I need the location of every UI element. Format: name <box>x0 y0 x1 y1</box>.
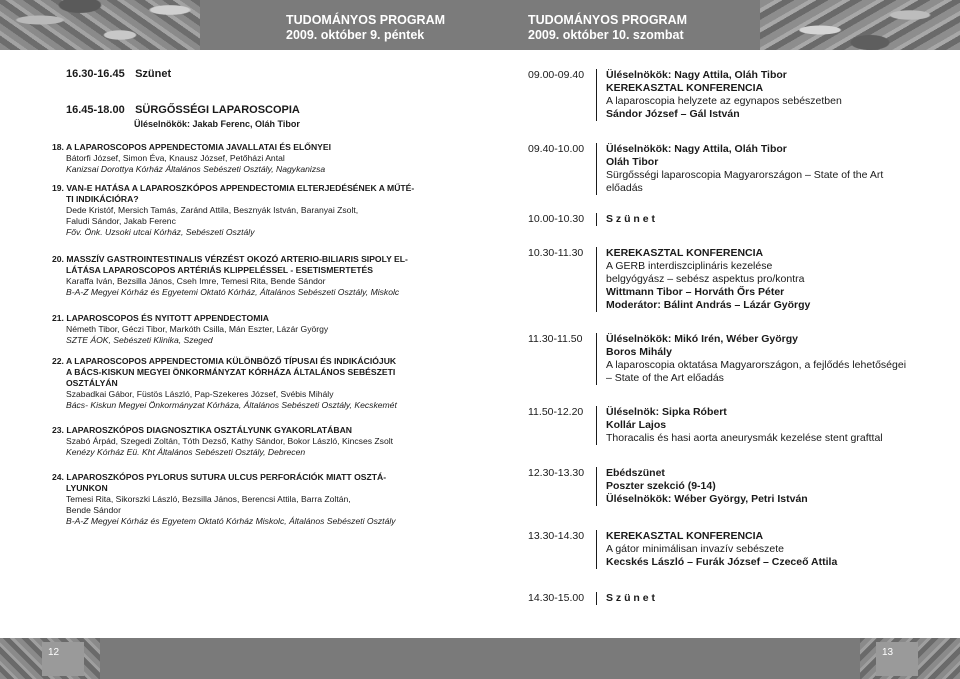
paper-affiliation-line: Főv. Önk. Uzsoki utcai Kórház, Sebészeti Osztály <box>66 227 255 237</box>
slot-time: 11.30-11.50 <box>528 333 583 345</box>
paper-authors-line: Faludi Sándor, Jakab Ferenc <box>66 216 176 226</box>
paper-affiliation-line: B-A-Z Megyei Kórház és Egyetemi Oktató Kórház, Általános Sebészeti Osztály, Miskolc <box>66 287 400 297</box>
slot-line: Moderátor: Bálint András – Lázár György <box>606 299 811 311</box>
paper-entry <box>52 142 432 175</box>
slot-line: Üléselnök: Sipka Róbert <box>606 406 727 418</box>
slot-line: Thoracalis és hasi aorta aneurysmák kezelése stent grafttal <box>606 432 883 444</box>
header-photo-left <box>0 0 200 50</box>
paper-affiliation-line: Kenézy Kórház Eü. Kht Általános Sebészeti Osztály, Debrecen <box>66 447 306 457</box>
paper-title-line: 23. LAPAROSZKÓPOS DIAGNOSZTIKA OSZTÁLYUNK GYAKORLATÁBAN <box>52 425 353 435</box>
paper-authors-line: Németh Tibor, Géczi Tibor, Markóth Csilla, Mán Eszter, Lázár György <box>66 324 329 334</box>
slot-divider <box>596 592 597 605</box>
slot-time: 12.30-13.30 <box>528 467 585 479</box>
slot-divider <box>596 143 597 195</box>
paper-title-line: 21. LAPAROSCOPOS ÉS NYITOTT APPENDECTOMIA <box>52 313 269 323</box>
slot-divider <box>596 69 597 121</box>
page-number-left: 12 <box>42 642 84 676</box>
slot-time: 11.50-12.20 <box>528 406 584 418</box>
header-left <box>286 13 445 43</box>
paper-title-line: 22. A LAPAROSCOPOS APPENDECTOMIA KÜLÖNBÖZŐ TÍPUSAI ÉS INDIKÁCIÓJUK <box>52 356 397 366</box>
slot-line: A gátor minimálisan invazív sebészete <box>606 543 785 555</box>
header-left-date: 2009. október 9. péntek <box>286 28 425 42</box>
slot-body <box>606 213 921 226</box>
paper-entry <box>52 183 432 238</box>
slot-line: belgyógyász – sebész aspektus pro/kontra <box>606 273 805 285</box>
paper-affiliation-line: SZTE ÁOK, Sebészeti Klinika, Szeged <box>66 335 213 345</box>
slot-line: előadás <box>606 182 643 194</box>
slot-body <box>606 530 921 569</box>
slot-line: A laparoscopia helyzete az egynapos sebészetben <box>606 95 842 107</box>
paper-title-line: LYUNKON <box>66 483 108 493</box>
slot-time: 14.30-15.00 <box>528 592 585 604</box>
paper-title-line: 20. MASSZÍV GASTROINTESTINALIS VÉRZÉST OKOZÓ ARTERIO-BILIARIS SIPOLY EL- <box>52 254 408 264</box>
paper-authors-line: Temesi Rita, Sikorszki László, Bezsilla János, Berencsi Attila, Barra Zoltán, <box>66 494 351 504</box>
slot-body <box>606 467 921 506</box>
paper-title-line: 19. VAN-E HATÁSA A LAPAROSZKÓPOS APPENDECTOMIA ELTERJEDÉSÉNEK A MŰTÉ- <box>52 183 415 193</box>
footer-band <box>0 638 960 679</box>
paper-affiliation-line: Bács- Kiskun Megyei Önkormányzat Kórháza, Általános Sebészeti Osztály, Kecskemét <box>66 400 397 410</box>
paper-entry <box>52 425 432 458</box>
paper-title-line: LÁTÁSA LAPAROSCOPOS ARTÉRIÁS KLIPPELÉSSEL - ESETISMERTETÉS <box>66 265 374 275</box>
slot-body <box>606 406 921 445</box>
slot-divider <box>596 213 597 226</box>
break-label: Szünet <box>135 68 172 80</box>
paper-affiliation-line: Kanizsai Dorottya Kórház Általános Sebészeti Osztály, Nagykanizsa <box>66 164 326 174</box>
slot-line: A laparoscopia oktatása Magyarországon, a fejlődés lehetőségei <box>606 359 907 371</box>
slot-line: Üléselnökök: Nagy Attila, Oláh Tibor <box>606 69 787 81</box>
session-time: 16.45-18.00 <box>66 104 125 116</box>
slot-body <box>606 69 921 121</box>
slot-time: 09.40-10.00 <box>528 143 585 155</box>
slot-divider <box>596 406 597 445</box>
header-left-title: TUDOMÁNYOS PROGRAM <box>286 13 446 27</box>
slot-line: KEREKASZTAL KONFERENCIA <box>606 530 764 542</box>
paper-title-line: A BÁCS-KISKUN MEGYEI ÖNKORMÁNYZAT KÓRHÁZA ÁLTALÁNOS SEBÉSZETI <box>66 367 396 377</box>
break-time: 16.30-16.45 <box>66 68 125 80</box>
slot-line: Poszter szekció (9-14) <box>606 480 716 492</box>
slot-time: 13.30-14.30 <box>528 530 585 542</box>
header-photo-right <box>760 0 960 50</box>
paper-title-line: TI INDIKÁCIÓRA? <box>66 194 139 204</box>
slot-line: Oláh Tibor <box>606 156 659 168</box>
slot-line: Kecskés László – Furák József – Czeceő Attila <box>606 556 838 568</box>
session-title: SÜRGŐSSÉGI LAPAROSCOPIA <box>135 104 300 116</box>
header-right-title: TUDOMÁNYOS PROGRAM <box>528 13 688 27</box>
slot-line: Wittmann Tibor – Horváth Őrs Péter <box>606 286 785 298</box>
slot-divider <box>596 530 597 569</box>
paper-title-line: 24. LAPAROSZKÓPOS PYLORUS SUTURA ULCUS PERFORÁCIÓK MIATT OSZTÁ- <box>52 472 387 482</box>
slot-line: Üléselnökök: Nagy Attila, Oláh Tibor <box>606 143 787 155</box>
paper-authors-line: Bende Sándor <box>66 505 121 515</box>
slot-line: Sándor József – Gál István <box>606 108 740 120</box>
slot-body <box>606 592 921 605</box>
slot-line: KEREKASZTAL KONFERENCIA <box>606 82 764 94</box>
slot-line: S z ü n e t <box>606 592 656 604</box>
session-chairs: Üléselnökök: Jakab Ferenc, Oláh Tibor <box>134 119 300 129</box>
slot-line: A GERB interdiszciplináris kezelése <box>606 260 773 272</box>
slot-time: 09.00-09.40 <box>528 69 585 81</box>
slot-divider <box>596 467 597 506</box>
header-band <box>0 0 960 50</box>
slot-line: Üléselnökök: Wéber György, Petri István <box>606 493 808 505</box>
slot-time: 10.30-11.30 <box>528 247 584 259</box>
slot-divider <box>596 333 597 385</box>
slot-line: KEREKASZTAL KONFERENCIA <box>606 247 764 259</box>
break-row <box>66 68 466 81</box>
slot-body <box>606 247 921 312</box>
paper-entry <box>52 356 432 411</box>
paper-authors-line: Bátorfi József, Simon Éva, Knausz József, Petőházi Antal <box>66 153 285 163</box>
slot-line: Boros Mihály <box>606 346 672 358</box>
slot-body <box>606 143 921 195</box>
slot-body <box>606 333 921 385</box>
paper-affiliation-line: B-A-Z Megyei Kórház és Egyetem Oktató Kórház Miskolc, Általános Sebészeti Osztály <box>66 516 396 526</box>
header-right-date: 2009. október 10. szombat <box>528 28 684 42</box>
paper-authors-line: Karaffa Iván, Bezsilla János, Cseh Imre, Temesi Rita, Bende Sándor <box>66 276 326 286</box>
slot-line: Üléselnökök: Mikó Irén, Wéber György <box>606 333 798 345</box>
paper-authors-line: Dede Kristóf, Mersich Tamás, Zaránd Attila, Besznyák István, Baranyai Zsolt, <box>66 205 359 215</box>
slot-divider <box>596 247 597 312</box>
slot-line: S z ü n e t <box>606 213 656 225</box>
paper-authors-line: Szabó Árpád, Szegedi Zoltán, Tóth Dezső, Kathy Sándor, Bokor László, Kincses Zsolt <box>66 436 394 446</box>
paper-authors-line: Szabadkai Gábor, Füstös László, Pap-Szekeres József, Svébis Mihály <box>66 389 334 399</box>
paper-entry <box>52 313 432 346</box>
paper-title-line: 18. A LAPAROSCOPOS APPENDECTOMIA JAVALLATAI ÉS ELŐNYEI <box>52 142 332 152</box>
session-row <box>66 104 466 117</box>
slot-line: – State of the Art előadás <box>606 372 724 384</box>
slot-line: Ebédszünet <box>606 467 665 479</box>
header-right <box>528 13 687 43</box>
slot-line: Kollár Lajos <box>606 419 667 431</box>
slot-time: 10.00-10.30 <box>528 213 585 225</box>
paper-title-line: OSZTÁLYÁN <box>66 378 118 388</box>
paper-entry <box>52 254 432 298</box>
page-number-right: 13 <box>876 642 918 676</box>
slot-line: Sürgősségi laparoscopia Magyarországon – State of the Art <box>606 169 884 181</box>
paper-entry <box>52 472 432 527</box>
